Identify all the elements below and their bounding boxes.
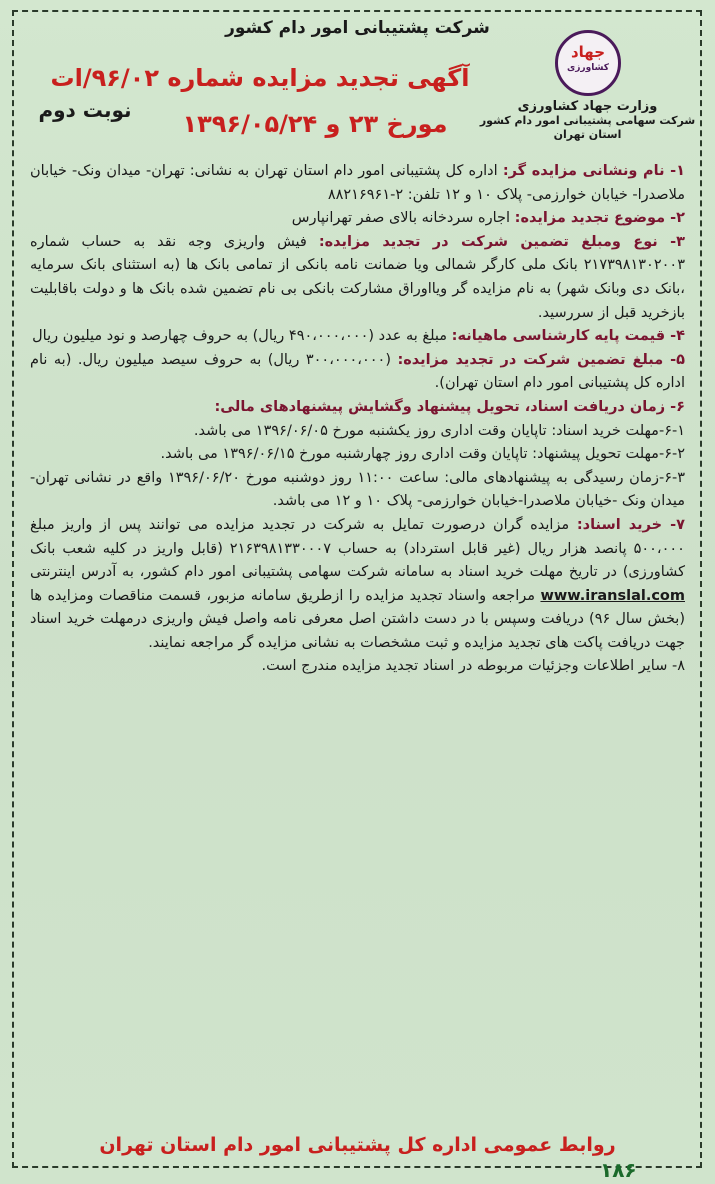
website-link[interactable]: www.iranslal.com — [540, 587, 685, 604]
notice-date: مورخ ۲۳ و ۱۳۹۶/۰۵/۲۴ — [182, 110, 448, 138]
section-7 — [30, 514, 685, 656]
round-label: نوبت دوم — [38, 98, 132, 122]
section-1 — [30, 160, 685, 207]
section-2 — [30, 207, 685, 231]
section-1-heading: ۱- نام ونشانی مزایده گر: — [502, 163, 685, 179]
section-6-heading: ۶- زمان دریافت اسناد، تحویل پیشنهاد وگشایش پیشنهادهای مالی: — [214, 398, 685, 415]
org-company: شرکت سهامی پشتیبانی امور دام کشور — [479, 114, 696, 127]
section-3-heading: ۳- نوع ومبلغ تضمین شرکت در تجدید مزایده: — [318, 233, 685, 250]
org-province: استان تهران — [553, 128, 622, 141]
section-8: ۸- سایر اطلاعات وجزئیات مربوطه در اسناد تجدید مزایده مندرج است. — [261, 658, 685, 675]
section-6-1: ۶-۱-مهلت خرید اسناد: تاپایان وقت اداری روز یکشنبه مورخ ۱۳۹۶/۰۶/۰۵ می باشد. — [193, 422, 685, 439]
section-4-text: مبلغ به عدد (۴۹۰،۰۰۰،۰۰۰ ریال) به حروف چهارصد و نود میلیون ریال — [32, 328, 448, 345]
org-ministry: وزارت جهاد کشاورزی — [517, 99, 658, 114]
public-relations-footer: روابط عمومی اداره کل پشتیبانی امور دام استان تهران — [99, 1134, 616, 1156]
notice-title: آگهی تجدید مزایده شماره ۹۶/۰۲/ات — [50, 64, 470, 92]
section-3-text: فیش واریزی وجه نقد به حساب شماره ۲۱۷۳۹۸۱۳۰۲۰۰۳ بانک ملی کارگر شمالی ویا ضمانت نامه بانکی از تمامی بانک ها (به استثنای بانک سرمایه ،بانک دی وبانک شهر) به نام مزایده گر ویااوراق مشارکت بانکی بی نام تضمین شده بانک ها و دولت باقابلیت بازخرید قبل از سررسید. — [30, 233, 685, 321]
logo-word: جهاد — [570, 43, 606, 61]
section-6 — [30, 396, 685, 420]
organization-block — [470, 100, 705, 142]
section-2-heading: ۲- موضوع تجدید مزایده: — [514, 210, 685, 227]
section-6-2: ۶-۲-مهلت تحویل پیشنهاد: تاپایان وقت اداری روز چهارشنبه مورخ ۱۳۹۶/۰۶/۱۵ می باشد. — [160, 446, 685, 463]
section-4-heading: ۴- قیمت پایه کارشناسی ماهیانه: — [451, 328, 685, 345]
section-1-text: اداره کل پشتیبانی امور دام استان تهران به نشانی: تهران- میدان ونک- خیابان ملاصدرا- خیابان خوارزمی- پلاک ۱۰ و ۱۲ تلفن: ۲-۸۸۲۱۶۹۶۱ — [30, 163, 685, 203]
section-3 — [30, 231, 685, 325]
logo-sub: کشاورزی — [567, 63, 609, 73]
section-5-heading: ۵- مبلغ تضمین شرکت در تجدید مزایده: — [397, 351, 685, 368]
notice-body — [30, 160, 685, 679]
section-7-text-a: مزایده گران درصورت تمایل به شرکت در تجدید مزایده می توانند پس از واریز مبلغ ۵۰۰،۰۰۰ پانصد هزار ریال (غیر قابل استرداد) به حساب ۲۱۶۳۹۸۱۳۳۰۰۰۷ (قابل واریز در کلیه شعب بانک کشاورزی) در تاریخ مهلت خرید اسناد به سامانه شرکت سهامی پشتیبانی امور دام کشور، به آدرس اینترنتی — [30, 516, 685, 581]
section-7-text-b: مراجعه واسناد تجدید مزایده را ازطریق سامانه مزبور، قسمت مناقصات ومزایده ها (بخش سال ۹۶) دریافت وسپس با در دست داشتن اصل معرفی نامه واصل فیش واریزی درمهلت خرید اسناد جهت دریافت پاکت های تجدید مزایده و ثبت مشخصات به نشانی مزایده گر مراجعه نمایند. — [30, 587, 685, 651]
section-6-3: ۶-۳-زمان رسیدگی به پیشنهادهای مالی: ساعت ۱۱:۰۰ روز دوشنبه مورخ ۱۳۹۶/۰۶/۲۰ واقع در نشانی تهران- میدان ونک -خیابان ملاصدرا-خیابان خوارزمی- پلاک ۱۰ و ۱۲ می باشد. — [30, 469, 686, 510]
page-number: ۱۸۶ — [600, 1158, 637, 1182]
section-4 — [30, 325, 685, 349]
section-2-text: اجاره سردخانه بالای صفر تهرانپارس — [291, 210, 511, 227]
section-5 — [30, 349, 685, 396]
section-5-text: (۳۰۰،۰۰۰،۰۰۰ ریال) به حروف سیصد میلیون ریال. (به نام اداره کل پشتیبانی امور دام استان تهران). — [30, 351, 685, 392]
section-7-heading: ۷- خرید اسناد: — [576, 516, 685, 533]
company-name-top: شرکت پشتیبانی امور دام کشور — [225, 18, 490, 38]
jahad-logo-icon — [555, 30, 621, 96]
